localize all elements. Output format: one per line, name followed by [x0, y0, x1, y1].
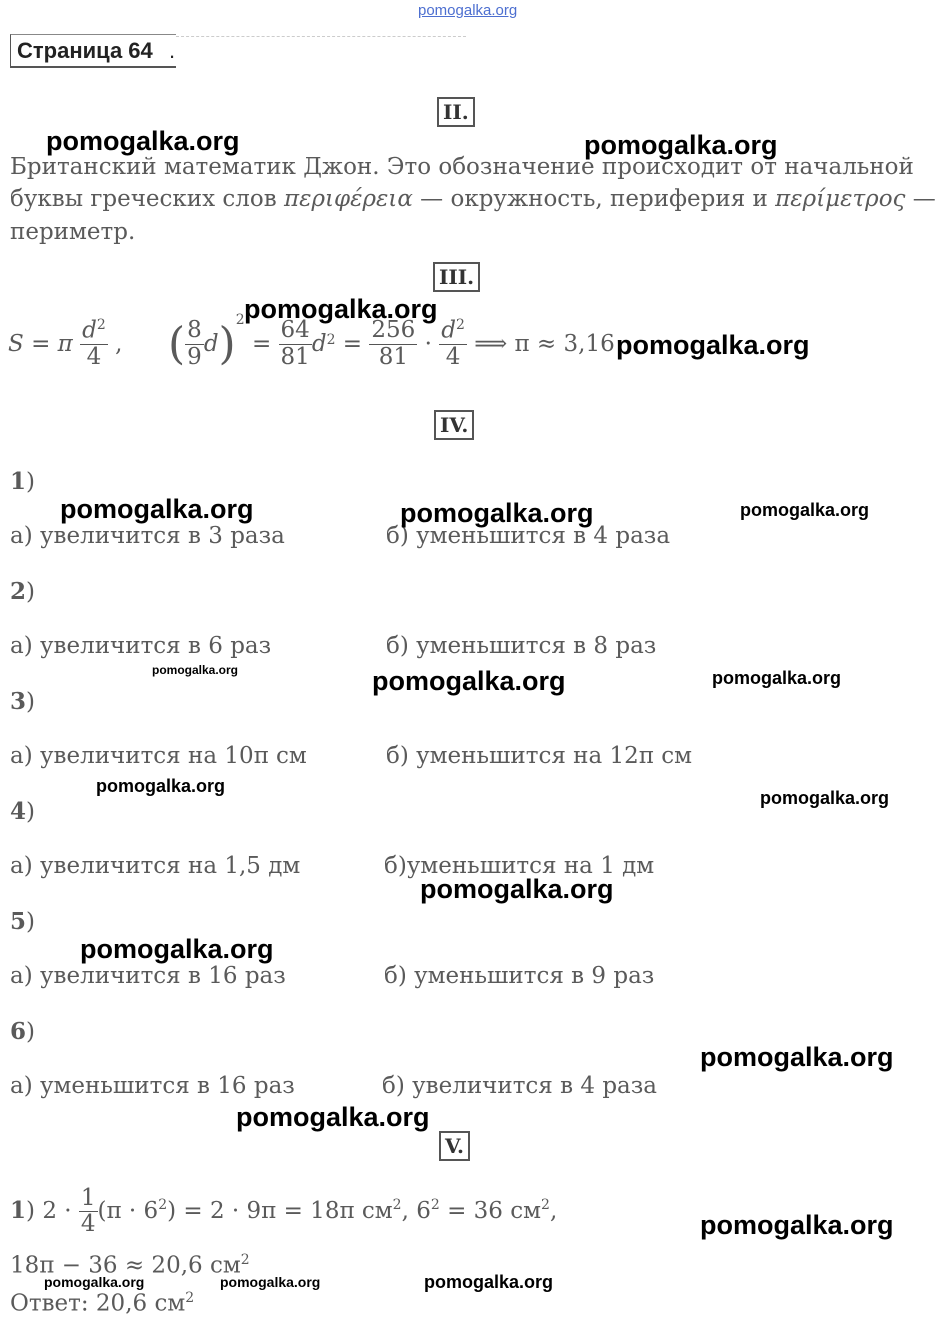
watermark: pomogalka.org [700, 1210, 894, 1240]
section-heading-v: V. [439, 1131, 470, 1161]
formula-frac-256-81 [369, 318, 417, 370]
section5-answer-sq: 2 [185, 1290, 195, 1306]
watermark: pomogalka.org [96, 776, 226, 796]
watermark: pomogalka.org [46, 126, 240, 156]
section2-text-c: — [905, 186, 936, 212]
answer-a: а) увеличится в 6 раз [10, 633, 272, 659]
section5-line2-text: 18π − 36 ≈ 20,6 см [10, 1252, 241, 1279]
answer-a: а) увеличится в 3 раза [10, 523, 285, 549]
watermark: pomogalka.org [400, 498, 594, 528]
section2-line3: периметр. [10, 219, 136, 245]
answer-b: б)уменьшится на 1 дм [384, 853, 655, 879]
section5-line1 [10, 1186, 557, 1238]
watermark: pomogalka.org [712, 668, 842, 688]
watermark: pomogalka.org [60, 494, 254, 524]
frac5-den: 4 [445, 343, 461, 370]
answer-b: б) уменьшится в 4 раза [386, 523, 671, 549]
frac2-den: 9 [187, 343, 202, 370]
answer-b: б) увеличится в 4 раза [382, 1073, 658, 1099]
section5-rest-b: ) = 2 · 9π = 18π см [167, 1197, 393, 1224]
watermark: pomogalka.org [700, 1042, 894, 1072]
formula-dot: · [424, 331, 432, 358]
watermark: pomogalka.org [372, 666, 566, 696]
item-number [10, 468, 35, 495]
section5-line2-sq: 2 [240, 1252, 250, 1268]
formula-eq-1: = [251, 331, 272, 358]
section5-frac-1-4 [79, 1186, 98, 1238]
frac4-num: 256 [371, 317, 416, 344]
formula-frac-64-81 [279, 318, 312, 370]
section2-line2 [10, 186, 936, 212]
greek-word-perimetros: περίμετρος [775, 186, 906, 212]
watermark: pomogalka.org [616, 330, 810, 360]
answer-a: а) увеличится на 1,5 дм [10, 853, 301, 879]
section5-sq-a: 2 [158, 1197, 168, 1214]
section5-pre: 2 · [42, 1197, 72, 1224]
section-heading-ii: II. [437, 97, 475, 127]
item-number-paren: ) [26, 579, 35, 605]
frac3-den: 81 [280, 343, 310, 370]
frac1-den: 4 [86, 343, 102, 370]
section5-answer [10, 1290, 194, 1317]
answer-a: а) увеличится на 10π см [10, 743, 307, 769]
paren-sq: 2 [235, 312, 245, 328]
section5-frac-den: 4 [80, 1211, 96, 1238]
formula-var-d: d [203, 331, 219, 358]
item-number [10, 1018, 35, 1045]
formula-d-a-sq: 2 [326, 332, 336, 348]
item-number-paren: ) [26, 469, 35, 495]
section5-end: , [549, 1197, 558, 1224]
section5-item-number: 1 [10, 1196, 27, 1224]
item-number [10, 908, 35, 935]
item-number-digit: 4 [10, 798, 27, 825]
section-heading-iii: III. [433, 262, 480, 292]
item-number-digit: 2 [10, 578, 27, 605]
greek-word-periphereia: περιφέρεια [284, 186, 413, 212]
watermark: pomogalka.org [584, 130, 778, 160]
section5-rest-d: = 36 см [439, 1197, 542, 1224]
watermark: pomogalka.org [740, 500, 870, 520]
site-url[interactable]: pomogalka.org [418, 2, 518, 19]
formula-frac-8-9 [185, 318, 204, 370]
watermark: pomogalka.org [152, 663, 239, 677]
answer-a: а) уменьшится в 16 раз [10, 1073, 295, 1099]
formula-frac-d2-4 [439, 318, 467, 370]
item-number [10, 798, 35, 825]
paren-close: ) [218, 318, 236, 370]
formula-frac-d2-over-4 [80, 318, 108, 370]
formula-d-a: d [311, 331, 327, 358]
watermark: pomogalka.org [420, 874, 614, 904]
frac2-num: 8 [187, 317, 202, 344]
page-title [10, 34, 176, 68]
frac5-num: d [441, 317, 456, 344]
formula-eq-2: = [342, 331, 363, 358]
section2-text-a: буквы греческих слов [10, 186, 284, 212]
formula-area-2 [168, 312, 615, 388]
watermark: pomogalka.org [236, 1102, 430, 1132]
frac1-num: d [82, 317, 97, 344]
section2-text-b: — окружность, периферия и [412, 186, 776, 212]
item-number-paren: ) [26, 1019, 35, 1045]
page-title-dot: . [169, 38, 176, 63]
watermark: pomogalka.org [760, 788, 890, 808]
item-number [10, 578, 35, 605]
watermark: pomogalka.org [220, 1274, 321, 1290]
section5-rest-c: , 6 [401, 1197, 431, 1224]
section5-rest-a: (π · 6 [97, 1197, 159, 1224]
frac4-den: 81 [378, 343, 408, 370]
paren-open: ( [168, 318, 186, 370]
formula-result: ⟹ π ≈ 3,16 [474, 331, 615, 358]
section-heading-iv: IV. [434, 410, 474, 440]
answer-b: б) уменьшится на 12π см [386, 743, 692, 769]
formula-area [8, 318, 122, 388]
header-rule [176, 36, 466, 37]
frac1-sq: 2 [96, 317, 106, 333]
watermark: pomogalka.org [244, 294, 438, 324]
section2-line1: Британский математик Джон. Это обозначение происходит от начальной [10, 154, 914, 180]
answer-b: б) уменьшится в 8 раз [386, 633, 657, 659]
watermark: pomogalka.org [44, 1274, 145, 1290]
answer-b: б) уменьшится в 9 раз [384, 963, 655, 989]
watermark: pomogalka.org [80, 934, 274, 964]
item-number-digit: 6 [10, 1018, 27, 1045]
section5-frac-num: 1 [80, 1185, 96, 1211]
section5-sq-b: 2 [392, 1197, 402, 1214]
section5-sq-d: 2 [541, 1197, 550, 1214]
watermark: pomogalka.org [424, 1272, 554, 1292]
item-number-paren: ) [26, 689, 35, 715]
frac5-sq: 2 [455, 317, 465, 333]
item-number-digit: 1 [10, 468, 27, 495]
formula-comma: , [115, 331, 123, 358]
item-number-digit: 5 [10, 908, 27, 935]
section5-item-paren: ) [26, 1197, 35, 1224]
item-number [10, 688, 35, 715]
answer-a: а) увеличится в 16 раз [10, 963, 286, 989]
formula-s-lhs: S = π [8, 331, 73, 358]
section5-answer-text: Ответ: 20,6 см [10, 1290, 186, 1317]
item-number-paren: ) [26, 909, 35, 935]
frac3-num: 64 [280, 317, 310, 344]
page-title-text: Страница 64 [17, 38, 153, 63]
section5-sq-c: 2 [430, 1197, 440, 1214]
item-number-paren: ) [26, 799, 35, 825]
item-number-digit: 3 [10, 688, 27, 715]
